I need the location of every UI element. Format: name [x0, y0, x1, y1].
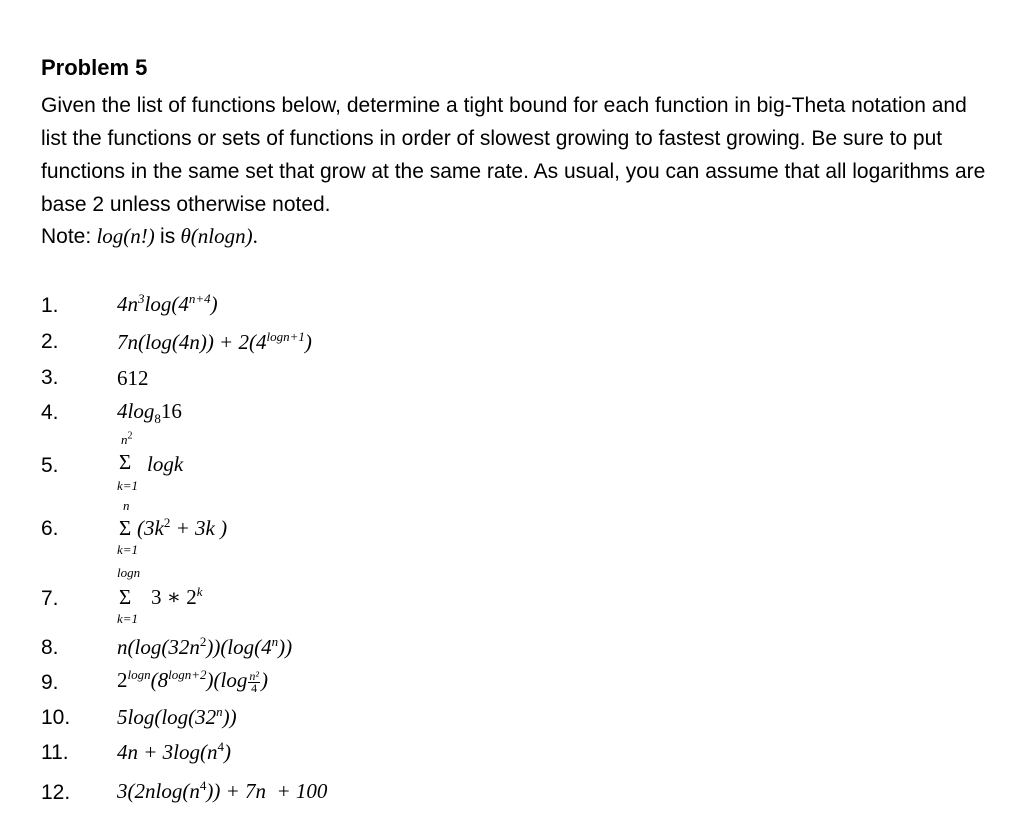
function-number: 7. — [41, 587, 59, 610]
problem-description: Given the list of functions below, determine a tight bound for each function in big-Theta notation and list the functions or sets of functions in order of slowest growing to fastest growing. Be sure to put functions in the same set that grow at the same rate. As usual, you can assume that all logarithms are base 2 unless otherwise noted. — [41, 94, 986, 216]
note-label: Note: — [41, 225, 92, 248]
function-number: 6. — [41, 517, 59, 540]
function-10: 5log(log(32$^n$)) — [117, 704, 237, 729]
function-number: 11. — [41, 741, 69, 764]
function-number: 9. — [41, 671, 59, 694]
function-number: 8. — [41, 636, 59, 659]
function-2: $7n(\log(4n)) + 2(4^{logn+1})$ — [117, 329, 312, 354]
function-9: $2^{logn}(8^{logn+2})(\log$ $\frac{\text{n²}}{4}$ ) — [117, 667, 268, 695]
function-number: 2. — [41, 330, 59, 353]
function-8: $n(\log(32n^2))(\log(4^n))$ — [117, 634, 293, 659]
function-number: 10. — [41, 706, 71, 729]
note-line — [41, 224, 258, 249]
function-number: 4. — [41, 401, 59, 424]
problem-title: Problem 5 — [41, 55, 148, 80]
function-3: 612 — [117, 366, 149, 390]
function-number: 5. — [41, 454, 59, 477]
function-number: 3. — [41, 366, 59, 389]
function-number: 12. — [41, 781, 71, 804]
note-is: is — [160, 225, 176, 248]
note-lhs: log(n!) — [96, 224, 155, 248]
function-5: $n^2$ Σ logk k=1 — [117, 430, 184, 493]
function-11: $4n + 3\log(n^4)$ — [117, 739, 231, 764]
note-rhs: θ(nlogn) — [180, 224, 253, 248]
function-number: 1. — [41, 294, 59, 317]
function-6: n Σ ($3k^2 + 3k$ ) k=1 — [117, 498, 228, 557]
function-4: $4\log_816$ — [117, 399, 182, 427]
function-12: $3(2nlog(n^4)) + 7n + 100$ — [117, 778, 328, 803]
function-1: $4n^3\log(4^{n+4})$ — [117, 291, 218, 316]
note-period: . — [252, 224, 258, 248]
function-7: logn Σ 3 ∗ 2$^k$ k=1 — [117, 565, 203, 626]
